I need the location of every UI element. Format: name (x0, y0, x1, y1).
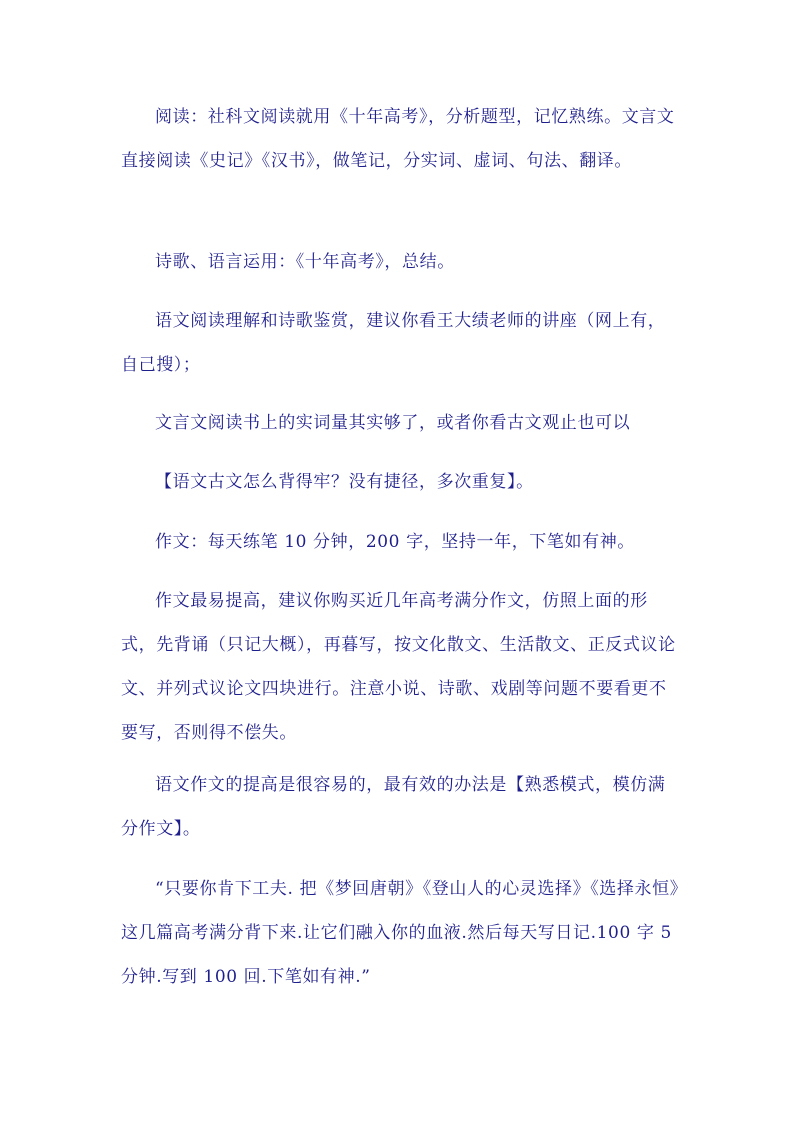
paragraph-reading-comprehension: 语文阅读理解和诗歌鉴赏，建议你看王大绩老师的讲座（网上有，自己搜）； (121, 311, 666, 375)
paragraph-poetry-language: 诗歌、语言运用：《十年高考》，总结。 (155, 252, 455, 272)
paragraph-memorize-tip: 【语文古文怎么背得牢？没有捷径，多次重复】。 (155, 472, 534, 492)
paragraph-composition-improve: 作文最易提高，建议你购买近几年高考满分作文，仿照上面的形式，先背诵（只记大概），再暮写，按文化散文、生活散文、正反式议论文、并列式议论文四块进行。注意小说、诗歌、戏剧等问题不要看更不要写，否则得不偿失。 (121, 591, 676, 743)
paragraph-composition-method: 语文作文的提高是很容易的，最有效的办法是【熟悉模式，模仿满分作文】。 (121, 775, 666, 839)
paragraph-composition-practice: 作文：每天练笔 10 分钟，200 字，坚持一年，下笔如有神。 (155, 532, 635, 552)
paragraph-classical-chinese: 文言文阅读书上的实词量其实够了，或者你看古文观止也可以 (155, 413, 631, 433)
paragraph-quote: “只要你肯下工夫. 把《梦回唐朝》《登山人的心灵选择》《选择永恒》这几篇高考满分背下来.让它们融入你的血液.然后每天写日记.100 字 5 分钟.写到 100 回.下笔如有神.” (121, 879, 679, 987)
paragraph-reading: 阅读：社科文阅读就用《十年高考》，分析题型，记忆熟练。文言文直接阅读《史记》《汉书》，做笔记，分实词、虚词、句法、翻译。 (121, 107, 675, 171)
